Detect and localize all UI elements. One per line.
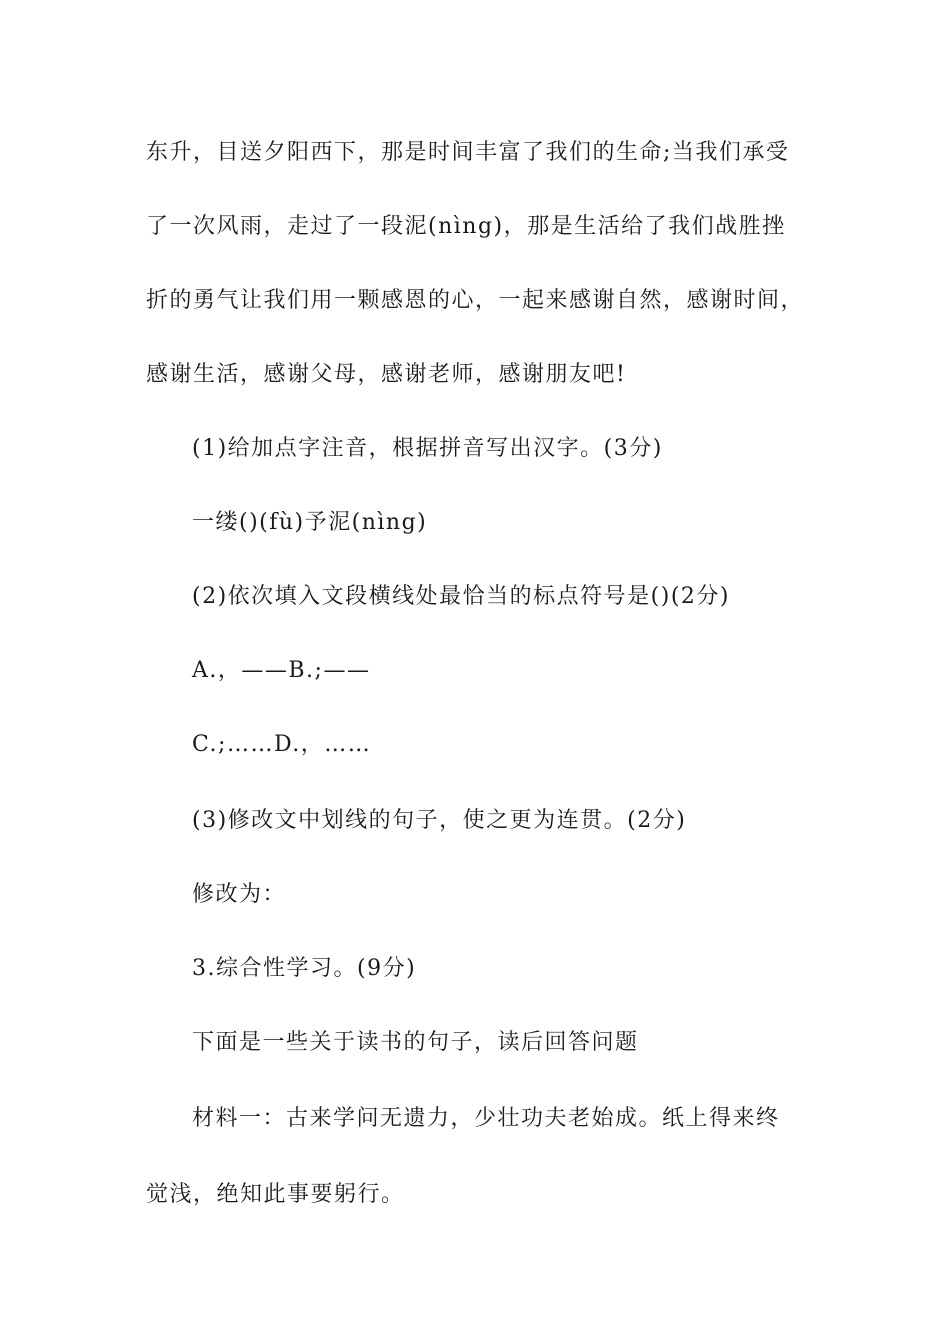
paragraph-line-4: 感谢生活，感谢父母，感谢老师，感谢朋友吧! bbox=[146, 362, 627, 387]
section-3-title: 3.综合性学习。(9分) bbox=[192, 956, 417, 981]
paragraph-line-3: 折的勇气让我们用一颗感恩的心，一起来感谢自然，感谢时间， bbox=[146, 288, 805, 313]
paragraph-line-1: 东升，目送夕阳西下，那是时间丰富了我们的生命;当我们承受 bbox=[146, 140, 790, 165]
question-1: (1)给加点字注音，根据拼音写出汉字。(3分) bbox=[192, 436, 663, 461]
section-3-intro: 下面是一些关于读书的句子，读后回答问题 bbox=[192, 1030, 639, 1055]
question-2-options-ab: A.，——B.;—— bbox=[192, 658, 371, 683]
question-3-answer: 修改为： bbox=[192, 882, 287, 907]
paragraph-line-2: 了一次风雨，走过了一段泥(nìng)，那是生活给了我们战胜挫 bbox=[146, 214, 786, 239]
question-2-options-cd: C.;……D.，…… bbox=[192, 732, 372, 757]
material-1-line-2: 觉浅，绝知此事要躬行。 bbox=[146, 1182, 405, 1207]
material-1-line-1: 材料一：古来学问无遗力，少壮功夫老始成。纸上得来终 bbox=[192, 1106, 780, 1131]
question-2: (2)依次填入文段横线处最恰当的标点符号是()(2分) bbox=[192, 584, 730, 609]
question-1-items: 一缕()(fù)予泥(nìng) bbox=[192, 510, 428, 535]
question-3: (3)修改文中划线的句子，使之更为连贯。(2分) bbox=[192, 808, 687, 833]
